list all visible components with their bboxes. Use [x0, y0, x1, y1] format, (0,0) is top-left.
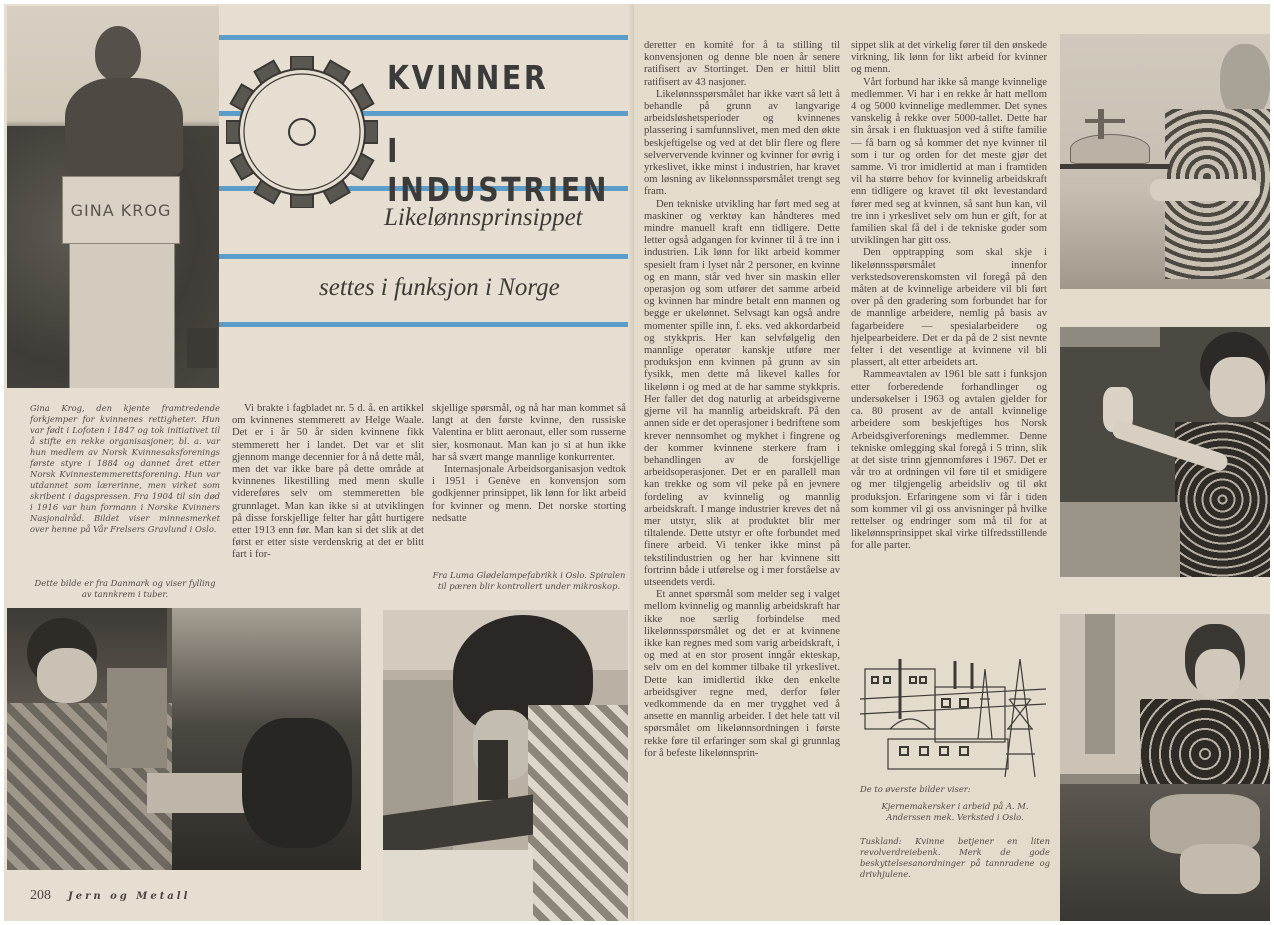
- title-line-1: KVINNER: [387, 58, 549, 97]
- article-paragraph: Internasjonale Arbeidsorganisasjon vedtok i 1951 i Genève en konvensjon som godkjenner prinsippet, lik lønn for likt arbeid for kvinner og menn. Det norske storting nedsatte: [432, 464, 626, 524]
- title-rule: [219, 254, 631, 259]
- article-paragraph: Den tekniske utvikling har ført med seg at maskiner og verktøy kan håndteres med mindre manuell kraft enn tidligere. Dette letter også adgangen for kvinner til å tre inn i industrien. Lik lønn for likt arbeid kommer spesielt fram i lyset når 2 personer, en kvinne og en mann, står ved hver sin maskin eller operasjon og som utfører det samme arbeid og kvinnen har mindre betalt enn mannen og begge er ukelønnet. Selvsagt kan også andre momenter spille inn, f. eks. ved akkordarbeid og stykkpris. Her kan selvfølgelig den mannlige operatør kanskje utføre mer produksjon enn kvinnen på grunn av sin fysikk, men dette må likevel kalles for likelønn i og med at de har samme stykkpris. Her faller det dog naturlig at arbeidsgiverne gjerne vil ha mannlig arbeidskraft. På den annen side er det operasjoner i bedriftene som krever nennsomhet og mykhet i fingrene og der kommer kvinnene sterkere fram i behandlingen av de forskjellige arbeidsoperasjoner. Det er en parallell man kan trekke og som vil peke på en jevnere fordeling av kvinnelig og mannlig arbeidskraft. I mange industrier kreves det nå mer utstyr, slik at produktet blir mer tiltalende. Dette utstyr er ofte forbundet med finere arbeid. Vi tenker ikke minst på tekstilindustrien og her har kvinnene sitt fortrinn både i utførelse og i mer forståelse av utseendets verdi.: [644, 198, 840, 588]
- article-paragraph: Et annet spørsmål som melder seg i valget mellom kvinnelig og mannlig arbeidskraft har ikke noe særlig forbindelse med likelønnsspørsmålet og det er at kvinnene ikke kan regnes med som varig arbeidskraft, i og med at en stor prosent inngår ekteskap, selv om en del kommer tilbake til yrkeslivet. Dette kan imidlertid ikke den enkelte arbeidsgiver regne med, derfor føler vedkommende da en mer trygghet ved å ansette en mannlig arbeider. I det hele tatt vil spørsmålet om likelønnsordningen i første rekke føre til erfaringer som skal gi grunnlag for å befeste likelønnsprin-: [644, 589, 840, 759]
- article-column-2: [432, 403, 626, 525]
- subtitle-line-1: Likelønnsprinsippet: [384, 204, 583, 231]
- magazine-spread: [4, 4, 1270, 921]
- caption-gina-krog: Gina Krog, den kjente framtredende forkjemper for kvinnenes rettigheter. Hun var født i Lofoten i 1847 og tok initiativet til å stifte en rekke organisasjoner, bl. a. var hun medlem av Norsk Kvinnesaksforenings første styre i 1884 og dannet året etter Norsk Kvinnestemmerettsforening. Hun var utdannet som lærerinne, men virket som skribent i dagspressen. Fra 1904 til sin død i 1916 var hun formann i Norske Kvinners Nasjonalråd. Bildet viser minnesmerket over henne på Vår Frelsers Gravlund i Oslo.: [30, 403, 220, 534]
- magazine-name: Jern og Metall: [68, 891, 191, 902]
- photo-revolver-lathe: [1060, 614, 1270, 921]
- photo-core-maker-2: [1060, 327, 1270, 577]
- article-paragraph: skjellige spørsmål, og nå har man kommet så langt at den første kvinne, den russiske Valentina er blitt aeronaut, eller som russerne sier, kosmonaut. Man kan jo si at hun ikke har så svært mange mannlige konkurrenter.: [432, 403, 626, 463]
- photo-microscope-inspection: [383, 610, 628, 921]
- article-paragraph: Vårt forbund har ikke så mange kvinnelige medlemmer. Vi har i en rekke år hatt mellom 4 og 5000 kvinnelige medlemmer. Det synes vanskelig å rekke over 5000-tallet. Dette har sin årsak i en fluktuasjon ved å stifte familie — få barn og så kommer det nye kvinner til som i tur og orden for det meste gjør det samme. Vi tror imidlertid at man i framtiden vil ha større behov for kvinnelig arbeidskraft enn tidligere og kravet til økt levestandard fører med seg at kvinnen, så sant hun kan, vil tre inn i yrkeslivet selv om hun er gift, for at familien skal få del i de tekniske goder som utviklingen har gitt oss.: [851, 76, 1047, 247]
- industrial-sketch-illustration: [860, 659, 1046, 777]
- subtitle-line-2: settes i funksjon i Norge: [319, 274, 560, 301]
- article-paragraph: deretter en komité for å ta stilling til konvensjonen og denne ble noen år senere ratifisert av Stortinget. Den er hittil blitt ratifisert av 43 nasjoner.: [644, 40, 840, 88]
- caption-luma: Fra Luma Glødelampefabrikk i Oslo. Spiralen til pæren blir kontrollert under mikroskop.: [432, 570, 626, 591]
- article-column-4: [851, 40, 1047, 553]
- title-rule: [219, 35, 631, 40]
- title-rule: [219, 322, 631, 327]
- article-paragraph: Rammeavtalen av 1961 ble satt i funksjon etter forberedende forhandlinger og undersøkelser i 1963 og avtalen gjelder for ca. 80 prosent av de antall kvinnelige arbeidere som beskjeftiges hos Norsk Arbeidsgiverforenings medlemmer. Denne tekniske omlegging skal foregå i 5 trinn, slik at det siste trinn gjennomføres i 1967. Det er vår tro at ordningen vil føre til et smidigere og mer tilgjengelig arbeidsliv og til økt produksjon. Erfaringene som vi får i tiden som kommer vil gi oss anvisninger på hvilke rettelser og endringer som må til for at likelønnsprinsippet skal virke tilfredsstillende for alle parter.: [851, 369, 1047, 552]
- right-page: [634, 4, 1270, 921]
- gear-icon: [226, 56, 378, 208]
- article-column-1: [232, 403, 424, 562]
- article-paragraph: Likelønnsspørsmålet har ikke vært så lett å behandle på grunn av langvarige arbeidsløshetsperioder og kvinnenes plassering i samfunnslivet, men med den økte beskjeftigelse og ved at det blir flere og flere selververvende kvinner og kvinner for øvrig i yrkeslivet, ikke minst i industrien, har kravet om løsning av likelønnsspørsmålet trengt seg fram.: [644, 88, 840, 198]
- caption-core-makers: Kjernemakersker i arbeid på A. M. Anderssen mek. Verksted i Oslo.: [881, 801, 1029, 822]
- article-paragraph: sippet slik at det virkelig fører til den ønskede virkning, lik lønn for likt arbeid for kvinner og menn.: [851, 40, 1047, 76]
- article-paragraph: Vi brakte i fagbladet nr. 5 d. å. en artikkel om kvinnenes stemmerett av Helge Waale. Det er i år 50 år siden kvinnene fikk stemmerett her i landet. Det var et slit gjennom mange decennier for å nå dette mål, men det var ikke bare på dette område at kvinnenes likestilling med menn skulle videreføres selv om stemmeretten ble grunnlaget. Man kan ikke si at utviklingen på disse forskjellige felter har gått hurtigere etter 1913 enn før. Man kan si det slik at det først er etter siste verdenskrig at det er blitt fart i for-: [232, 403, 424, 561]
- photo-core-maker-1: [1060, 34, 1270, 289]
- article-paragraph: Den opptrapping som skal skje i likelønnsspørsmålet innenfor verkstedsoverenskomsten vil foregå på den måten at de kvinnelige arbeidere vil bli ført over på den gradering som forbundet har for de mannlige arbeidere, nemlig på basis av fagarbeidere — spesialarbeidere og hjelpearbeidere. Det er da på de 2 sist nevnte felter i det vesentlige at kvinnene vil bli plassert, alt etter arbeidets art.: [851, 247, 1047, 369]
- page-number: 208: [30, 888, 51, 903]
- caption-denmark: Dette bilde er fra Danmark og viser fylling av tannkrem i tuber.: [34, 578, 216, 599]
- photo-toothpaste-filling: [7, 608, 361, 870]
- photo-gina-krog-statue: [7, 6, 219, 388]
- caption-germany-lathe: Tuskland: Kvinne betjener en liten revolverdreiebenk. Merk de gode beskyttelsesanordninger på tannradene og drivhjulene.: [860, 836, 1050, 879]
- left-page: [4, 4, 634, 921]
- statue-nameplate: GINA KROG: [70, 201, 172, 220]
- article-column-3: [644, 40, 840, 760]
- caption-top-two: De to øverste bilder viser:: [860, 784, 971, 794]
- title-line-2: I INDUSTRIEN: [387, 131, 610, 209]
